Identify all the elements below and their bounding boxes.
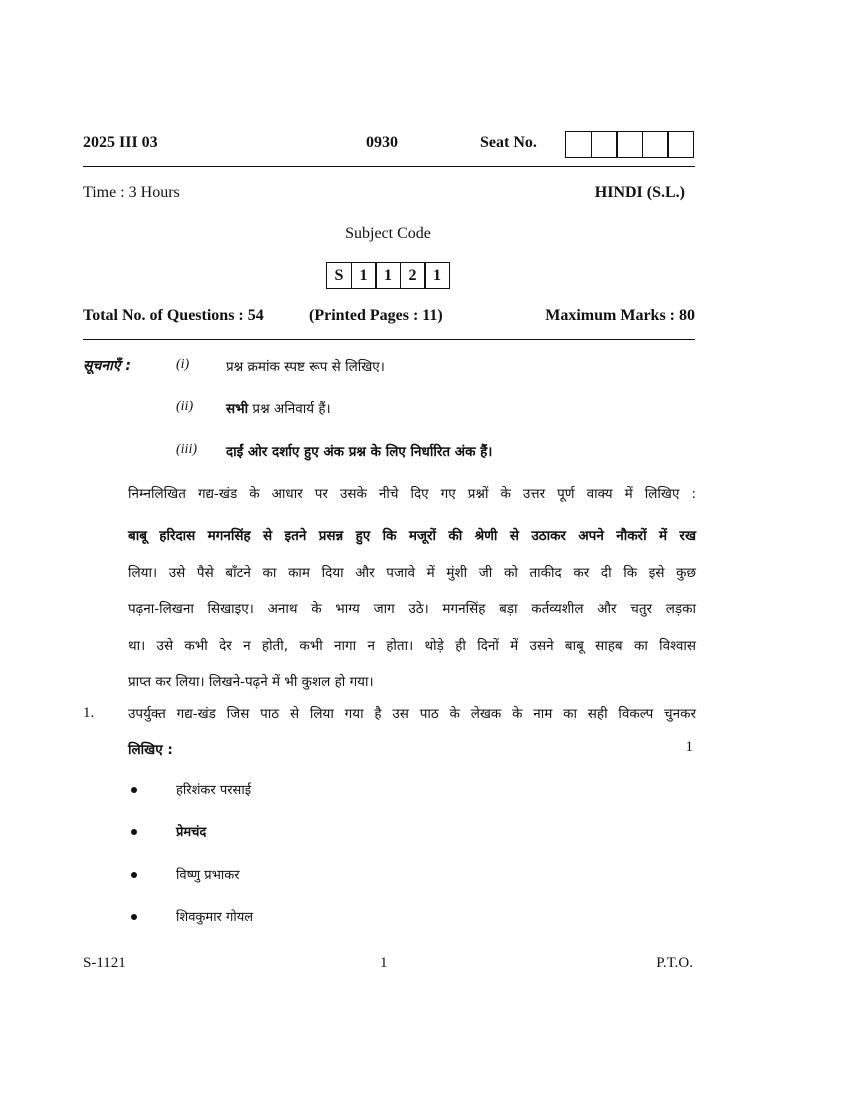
seat-number-label: Seat No.: [480, 134, 537, 151]
subject-code-char: 2: [400, 262, 426, 289]
subject-code-char: 1: [375, 262, 401, 289]
instruction-emphasis: सभी: [226, 401, 249, 417]
seat-number-box[interactable]: [642, 131, 669, 158]
subject-code-boxes: [326, 262, 450, 289]
passage-line: प्राप्त कर लिया। लिखने-पढ़ने में भी कुशल हो गया।: [128, 674, 374, 690]
seat-number-box[interactable]: [591, 131, 618, 158]
passage-line: पढ़ना-लिखना सिखाइए। अनाथ के भाग्य जाग उठे। मगनसिंह बड़ा कर्तव्यशील और चतुर लड़का: [128, 601, 696, 617]
instruction-number: (i): [176, 357, 190, 372]
serial-number: 0930: [366, 134, 398, 151]
seat-number-box[interactable]: [667, 131, 694, 158]
passage-line: लिया। उसे पैसे बाँटने का काम दिया और पजावे में मुंशी जी को ताकीद कर दी कि इसे कुछ: [128, 564, 696, 581]
question-text: उपर्युक्त गद्य-खंड जिस पाठ से लिया गया है उस पाठ के लेखक के नाम का सही विकल्प चुनकर: [128, 706, 696, 722]
option-bullet: [131, 829, 137, 835]
question-text-continued: लिखिए :: [128, 742, 173, 758]
total-questions: Total No. of Questions : 54: [83, 307, 264, 324]
passage-line: बाबू हरिदास मगनसिंह से इतने प्रसन्न हुए कि मजूरों की श्रेणी से उठाकर अपने नौकरों में रख: [128, 528, 696, 544]
printed-pages: (Printed Pages : 11): [309, 307, 443, 324]
passage-line: था। उसे कभी देर न होती, कभी नागा न होता। थोड़े ही दिनों में उसने बाबू साहब का विश्वास: [128, 637, 696, 654]
subject-code-char: 1: [351, 262, 377, 289]
option-bullet: [131, 914, 137, 920]
question-marks: 1: [685, 739, 693, 755]
seat-number-box[interactable]: [616, 131, 643, 158]
exam-duration: Time : 3 Hours: [83, 184, 180, 201]
answer-option: शिवकुमार गोयल: [176, 910, 254, 925]
paper-code: 2025 III 03: [83, 134, 158, 151]
subject-code-char: 1: [424, 262, 450, 289]
instruction-text: [226, 399, 331, 417]
instruction-text-rest: प्रश्न अनिवार्य हैं।: [248, 401, 331, 417]
option-bullet: [131, 872, 137, 878]
subject-code-char: S: [326, 262, 352, 289]
subject-title: HINDI (S.L.): [594, 184, 685, 201]
seat-number-boxes: [565, 131, 694, 158]
question-number: 1.: [83, 705, 95, 721]
subject-code-label: Subject Code: [345, 225, 431, 242]
instruction-text: प्रश्न क्रमांक स्पष्ट रूप से लिखिए।: [226, 359, 385, 375]
answer-option: विष्णु प्रभाकर: [176, 868, 240, 883]
header-divider: [83, 166, 695, 167]
seat-number-box[interactable]: [565, 131, 592, 158]
instruction-number: (iii): [176, 442, 197, 457]
option-bullet: [131, 787, 137, 793]
maximum-marks: Maximum Marks : 80: [545, 307, 695, 324]
details-divider: [83, 339, 695, 340]
answer-option: हरिशंकर परसाई: [176, 783, 252, 798]
instruction-text: दाईं ओर दर्शाए हुए अंक प्रश्न के लिए निर्धारित अंक हैं।: [226, 444, 493, 460]
page-number: 1: [380, 955, 388, 971]
instruction-number: (ii): [176, 399, 194, 414]
instructions-heading: सूचनाएँ :: [83, 358, 131, 374]
please-turn-over: P.T.O.: [656, 955, 693, 971]
footer-code: S-1121: [83, 955, 126, 971]
passage-intro: निम्नलिखित गद्य-खंड के आधार पर उसके नीचे दिए गए प्रश्नों के उत्तर पूर्ण वाक्य में लिखिए :: [128, 486, 696, 502]
answer-option: प्रेमचंद: [176, 825, 207, 840]
